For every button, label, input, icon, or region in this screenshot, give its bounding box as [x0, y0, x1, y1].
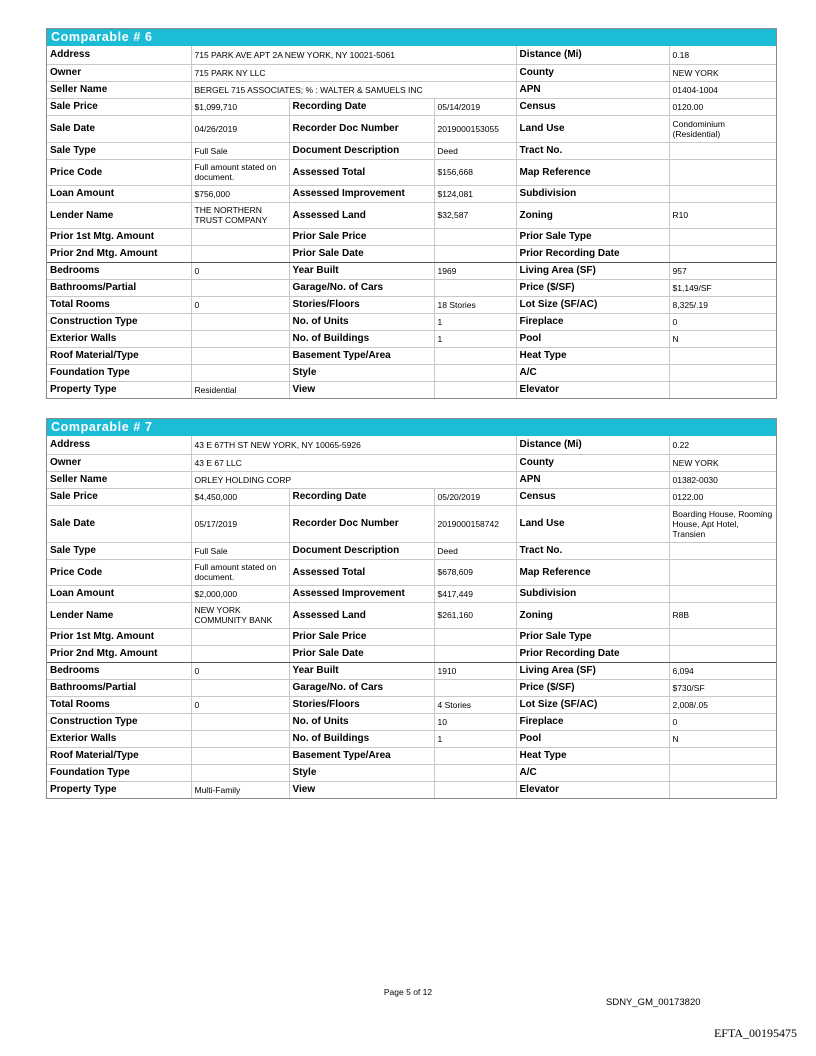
sale-date-label: Sale Date [47, 115, 191, 142]
elevator-value [669, 781, 776, 798]
baths-value [191, 679, 289, 696]
table-row [47, 505, 776, 542]
prior-sale-type-label: Prior Sale Type [516, 228, 669, 245]
address-label: Address [47, 436, 191, 454]
units-label: No. of Units [289, 713, 434, 730]
prior2-label: Prior 2nd Mtg. Amount [47, 645, 191, 662]
address-label: Address [47, 46, 191, 64]
buildings-label: No. of Buildings [289, 330, 434, 347]
table-row [47, 245, 776, 262]
sale-type-value: Full Sale [191, 142, 289, 159]
style-label: Style [289, 764, 434, 781]
loan-amount-value: $756,000 [191, 185, 289, 202]
year-built-value: 1969 [434, 262, 516, 279]
price-sf-label: Price ($/SF) [516, 279, 669, 296]
comparable-header: Comparable # 6 [47, 29, 776, 46]
table-row [47, 228, 776, 245]
pool-label: Pool [516, 330, 669, 347]
table-row [47, 679, 776, 696]
year-built-value: 1910 [434, 662, 516, 679]
lot-size-label: Lot Size (SF/AC) [516, 696, 669, 713]
price-sf-value: $1,149/SF [669, 279, 776, 296]
table-row [47, 262, 776, 279]
land-use-value: Boarding House, Rooming House, Apt Hotel, Transien [669, 505, 776, 542]
view-value [434, 781, 516, 798]
sale-date-label: Sale Date [47, 505, 191, 542]
exterior-value [191, 730, 289, 747]
prior-recording-date-label: Prior Recording Date [516, 645, 669, 662]
price-code-label: Price Code [47, 159, 191, 185]
table-row [47, 381, 776, 398]
doc-desc-label: Document Description [289, 142, 434, 159]
ac-value [669, 364, 776, 381]
garage-label: Garage/No. of Cars [289, 679, 434, 696]
land-use-label: Land Use [516, 505, 669, 542]
table-row [47, 64, 776, 81]
address-value [191, 436, 516, 454]
recorder-doc-label: Recorder Doc Number [289, 505, 434, 542]
year-built-label: Year Built [289, 662, 434, 679]
table-row [47, 488, 776, 505]
table-row [47, 313, 776, 330]
style-label: Style [289, 364, 434, 381]
county-label: County [516, 454, 669, 471]
foundation-value [191, 364, 289, 381]
table-row [47, 696, 776, 713]
subdivision-label: Subdivision [516, 185, 669, 202]
assessed-improvement-label: Assessed Improvement [289, 585, 434, 602]
prior-sale-price-value [434, 228, 516, 245]
heat-value [669, 747, 776, 764]
lender-value: NEW YORK COMMUNITY BANK [191, 602, 289, 628]
total-rooms-label: Total Rooms [47, 296, 191, 313]
loan-amount-value: $2,000,000 [191, 585, 289, 602]
table-row [47, 730, 776, 747]
address-cell [195, 440, 513, 450]
prior2-value [191, 645, 289, 662]
lender-value: THE NORTHERN TRUST COMPANY [191, 202, 289, 228]
view-label: View [289, 781, 434, 798]
map-ref-value [669, 559, 776, 585]
document-id: SDNY_GM_00173820 [606, 997, 701, 1008]
buildings-value: 1 [434, 730, 516, 747]
doc-desc-value: Deed [434, 542, 516, 559]
table-row [47, 347, 776, 364]
prior2-label: Prior 2nd Mtg. Amount [47, 245, 191, 262]
comparable-table [47, 46, 776, 398]
garage-value [434, 279, 516, 296]
table-row [47, 628, 776, 645]
subdivision-label: Subdivision [516, 585, 669, 602]
table-row [47, 559, 776, 585]
construction-label: Construction Type [47, 313, 191, 330]
lot-size-value: 2,008/.05 [669, 696, 776, 713]
bedrooms-value: 0 [191, 262, 289, 279]
apn-label: APN [516, 81, 669, 98]
table-row [47, 747, 776, 764]
roof-value [191, 747, 289, 764]
price-code-value: Full amount stated on document. [191, 559, 289, 585]
table-row [47, 436, 776, 454]
address-cell [195, 50, 513, 60]
garage-value [434, 679, 516, 696]
efta-stamp: EFTA_00195475 [713, 1026, 797, 1040]
living-area-label: Living Area (SF) [516, 662, 669, 679]
doc-desc-value: Deed [434, 142, 516, 159]
table-row [47, 662, 776, 679]
seller-label: Seller Name [47, 471, 191, 488]
map-ref-label: Map Reference [516, 559, 669, 585]
bedrooms-label: Bedrooms [47, 662, 191, 679]
living-area-value: 957 [669, 262, 776, 279]
owner-label: Owner [47, 454, 191, 471]
lot-size-value: 8,325/.19 [669, 296, 776, 313]
map-ref-value [669, 159, 776, 185]
construction-label: Construction Type [47, 713, 191, 730]
exterior-label: Exterior Walls [47, 330, 191, 347]
seller-value: BERGEL 715 ASSOCIATES; % : WALTER & SAMUELS INC [191, 81, 516, 98]
assessed-improvement-value: $124,081 [434, 185, 516, 202]
price-code-value: Full amount stated on document. [191, 159, 289, 185]
seller-value: ORLEY HOLDING CORP [191, 471, 516, 488]
lot-size-label: Lot Size (SF/AC) [516, 296, 669, 313]
census-value: 0120.00 [669, 98, 776, 115]
total-rooms-value: 0 [191, 696, 289, 713]
assessed-improvement-label: Assessed Improvement [289, 185, 434, 202]
prior-recording-date-label: Prior Recording Date [516, 245, 669, 262]
ac-label: A/C [516, 364, 669, 381]
units-value: 1 [434, 313, 516, 330]
loan-amount-label: Loan Amount [47, 585, 191, 602]
comparable-6-section [46, 28, 777, 399]
pool-value: N [669, 330, 776, 347]
recording-date-label: Recording Date [289, 488, 434, 505]
units-label: No. of Units [289, 313, 434, 330]
prior-sale-type-value [669, 228, 776, 245]
living-area-label: Living Area (SF) [516, 262, 669, 279]
prior1-value [191, 228, 289, 245]
heat-label: Heat Type [516, 747, 669, 764]
sale-price-value: $1,099,710 [191, 98, 289, 115]
table-row [47, 98, 776, 115]
table-row [47, 159, 776, 185]
sale-date-value: 04/26/2019 [191, 115, 289, 142]
table-row [47, 471, 776, 488]
prior-sale-type-label: Prior Sale Type [516, 628, 669, 645]
prior-sale-price-label: Prior Sale Price [289, 628, 434, 645]
bedrooms-value: 0 [191, 662, 289, 679]
garage-label: Garage/No. of Cars [289, 279, 434, 296]
elevator-value [669, 381, 776, 398]
owner-value: 43 E 67 LLC [191, 454, 516, 471]
prior-sale-date-label: Prior Sale Date [289, 645, 434, 662]
construction-value [191, 713, 289, 730]
comparable-header: Comparable # 7 [47, 419, 776, 436]
address-text: 715 PARK AVE APT 2A NEW YORK, NY 10021-5061 [194, 49, 395, 60]
subdivision-value [669, 585, 776, 602]
sale-type-label: Sale Type [47, 142, 191, 159]
table-row [47, 781, 776, 798]
apn-value: 01404-1004 [669, 81, 776, 98]
zoning-label: Zoning [516, 602, 669, 628]
table-row [47, 185, 776, 202]
table-row [47, 454, 776, 471]
prior1-value [191, 628, 289, 645]
roof-label: Roof Material/Type [47, 747, 191, 764]
map-ref-label: Map Reference [516, 159, 669, 185]
stories-value: 18 Stories [434, 296, 516, 313]
address-value [191, 46, 516, 64]
assessed-total-value: $156,668 [434, 159, 516, 185]
assessed-total-value: $678,609 [434, 559, 516, 585]
assessed-total-label: Assessed Total [289, 159, 434, 185]
sale-date-value: 05/17/2019 [191, 505, 289, 542]
zoning-value: R10 [669, 202, 776, 228]
assessed-improvement-value: $417,449 [434, 585, 516, 602]
subdivision-value [669, 185, 776, 202]
price-sf-label: Price ($/SF) [516, 679, 669, 696]
tract-value [669, 542, 776, 559]
census-value: 0122.00 [669, 488, 776, 505]
lender-label: Lender Name [47, 602, 191, 628]
table-row [47, 364, 776, 381]
basement-value [434, 747, 516, 764]
table-row [47, 542, 776, 559]
basement-value [434, 347, 516, 364]
table-row [47, 115, 776, 142]
bedrooms-label: Bedrooms [47, 262, 191, 279]
land-use-value: Condominium (Residential) [669, 115, 776, 142]
sale-type-label: Sale Type [47, 542, 191, 559]
buildings-value: 1 [434, 330, 516, 347]
total-rooms-value: 0 [191, 296, 289, 313]
pool-value: N [669, 730, 776, 747]
sale-price-label: Sale Price [47, 98, 191, 115]
table-row [47, 202, 776, 228]
page-number: Page 5 of 12 [383, 987, 433, 997]
ac-value [669, 764, 776, 781]
tract-label: Tract No. [516, 542, 669, 559]
prior-sale-date-label: Prior Sale Date [289, 245, 434, 262]
distance-value: 0.22 [669, 436, 776, 454]
recording-date-label: Recording Date [289, 98, 434, 115]
foundation-value [191, 764, 289, 781]
prior-sale-type-value [669, 628, 776, 645]
assessed-land-value: $32,587 [434, 202, 516, 228]
recorder-doc-value: 2019000153055 [434, 115, 516, 142]
table-row [47, 602, 776, 628]
comparable-7-section [46, 418, 777, 799]
table-row [47, 713, 776, 730]
tract-label: Tract No. [516, 142, 669, 159]
baths-label: Bathrooms/Partial [47, 679, 191, 696]
roof-label: Roof Material/Type [47, 347, 191, 364]
table-row [47, 645, 776, 662]
ac-label: A/C [516, 764, 669, 781]
recorder-doc-label: Recorder Doc Number [289, 115, 434, 142]
foundation-label: Foundation Type [47, 764, 191, 781]
apn-value: 01382-0030 [669, 471, 776, 488]
sale-price-value: $4,450,000 [191, 488, 289, 505]
distance-label: Distance (Mi) [516, 436, 669, 454]
prior-sale-price-label: Prior Sale Price [289, 228, 434, 245]
zoning-label: Zoning [516, 202, 669, 228]
stories-label: Stories/Floors [289, 296, 434, 313]
lender-label: Lender Name [47, 202, 191, 228]
seller-label: Seller Name [47, 81, 191, 98]
sale-price-label: Sale Price [47, 488, 191, 505]
view-label: View [289, 381, 434, 398]
stories-label: Stories/Floors [289, 696, 434, 713]
zoning-value: R8B [669, 602, 776, 628]
property-type-value: Residential [191, 381, 289, 398]
census-label: Census [516, 488, 669, 505]
recording-date-value: 05/20/2019 [434, 488, 516, 505]
owner-value: 715 PARK NY LLC [191, 64, 516, 81]
view-value [434, 381, 516, 398]
land-use-label: Land Use [516, 115, 669, 142]
exterior-value [191, 330, 289, 347]
table-row [47, 46, 776, 64]
assessed-land-label: Assessed Land [289, 602, 434, 628]
elevator-label: Elevator [516, 381, 669, 398]
table-row [47, 279, 776, 296]
price-sf-value: $730/SF [669, 679, 776, 696]
fireplace-value: 0 [669, 713, 776, 730]
units-value: 10 [434, 713, 516, 730]
heat-label: Heat Type [516, 347, 669, 364]
pool-label: Pool [516, 730, 669, 747]
living-area-value: 6,094 [669, 662, 776, 679]
total-rooms-label: Total Rooms [47, 696, 191, 713]
recorder-doc-value: 2019000158742 [434, 505, 516, 542]
apn-label: APN [516, 471, 669, 488]
foundation-label: Foundation Type [47, 364, 191, 381]
loan-amount-label: Loan Amount [47, 185, 191, 202]
fireplace-label: Fireplace [516, 713, 669, 730]
census-label: Census [516, 98, 669, 115]
tract-value [669, 142, 776, 159]
table-row [47, 764, 776, 781]
assessed-total-label: Assessed Total [289, 559, 434, 585]
prior-sale-price-value [434, 628, 516, 645]
prior-sale-date-value [434, 245, 516, 262]
heat-value [669, 347, 776, 364]
sale-type-value: Full Sale [191, 542, 289, 559]
county-label: County [516, 64, 669, 81]
distance-label: Distance (Mi) [516, 46, 669, 64]
prior1-label: Prior 1st Mtg. Amount [47, 628, 191, 645]
doc-desc-label: Document Description [289, 542, 434, 559]
address-text: 43 E 67TH ST NEW YORK, NY 10065-5926 [194, 439, 361, 450]
table-row [47, 330, 776, 347]
baths-label: Bathrooms/Partial [47, 279, 191, 296]
basement-label: Basement Type/Area [289, 347, 434, 364]
distance-value: 0.18 [669, 46, 776, 64]
prior-recording-date-value [669, 645, 776, 662]
prior-recording-date-value [669, 245, 776, 262]
county-value: NEW YORK [669, 64, 776, 81]
property-type-label: Property Type [47, 781, 191, 798]
table-row [47, 81, 776, 98]
county-value: NEW YORK [669, 454, 776, 471]
table-row [47, 296, 776, 313]
construction-value [191, 313, 289, 330]
prior-sale-date-value [434, 645, 516, 662]
fireplace-value: 0 [669, 313, 776, 330]
baths-value [191, 279, 289, 296]
table-row [47, 585, 776, 602]
basement-label: Basement Type/Area [289, 747, 434, 764]
style-value [434, 364, 516, 381]
stories-value: 4 Stories [434, 696, 516, 713]
table-row [47, 142, 776, 159]
owner-label: Owner [47, 64, 191, 81]
property-type-label: Property Type [47, 381, 191, 398]
roof-value [191, 347, 289, 364]
elevator-label: Elevator [516, 781, 669, 798]
prior2-value [191, 245, 289, 262]
year-built-label: Year Built [289, 262, 434, 279]
style-value [434, 764, 516, 781]
fireplace-label: Fireplace [516, 313, 669, 330]
exterior-label: Exterior Walls [47, 730, 191, 747]
comparable-table [47, 436, 776, 798]
recording-date-value: 05/14/2019 [434, 98, 516, 115]
price-code-label: Price Code [47, 559, 191, 585]
buildings-label: No. of Buildings [289, 730, 434, 747]
prior1-label: Prior 1st Mtg. Amount [47, 228, 191, 245]
assessed-land-label: Assessed Land [289, 202, 434, 228]
assessed-land-value: $261,160 [434, 602, 516, 628]
property-type-value: Multi-Family [191, 781, 289, 798]
